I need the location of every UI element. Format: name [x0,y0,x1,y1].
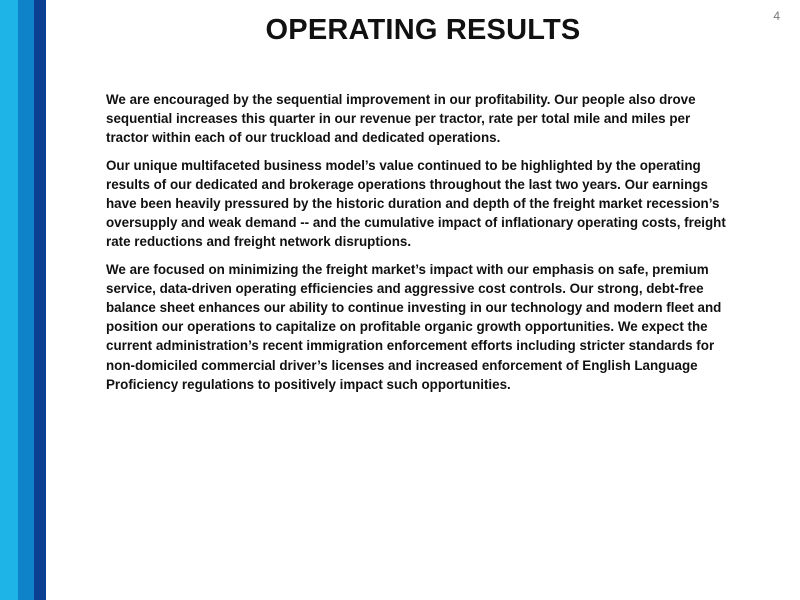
accent-stripe-mid [18,0,34,600]
page-number: 4 [773,9,780,23]
accent-stripe-light [0,0,18,600]
paragraph-focus: We are focused on minimizing the freight market’s impact with our emphasis on safe, premium service, data-driven operating efficiencies and aggressive cost controls. Our strong, debt-free balance sheet enhances our ability to continue investing in our technology and modern fleet and position our operations to capitalize on profitable organic growth opportunities. We expect the current administration’s recent immigration enforcement efforts including stricter standards for non-domiciled commercial driver’s licenses and increased enforcement of English Language Proficiency regulations to positively impact such opportunities. [106,261,722,392]
paragraph-profitability: We are encouraged by the sequential improvement in our profitability. Our people also drove sequential increases this quarter in our revenue per tractor, rate per total mile and miles per tractor within each of our truckload and dedicated operations. [106,92,696,146]
paragraph-business-model: Our unique multifaceted business model’s value continued to be highlighted by the operating results of our dedicated and brokerage operations throughout the last two years. Our earnings have been heavily pressured by the historic duration and depth of the freight market recession’s oversupply and weak demand -- and the cumulative impact of inflationary operating costs, freight rate reductions and freight network disruptions. [106,157,726,250]
slide-title: OPERATING RESULTS [265,14,581,46]
accent-stripe-dark [34,0,46,600]
slide-body [106,90,730,402]
